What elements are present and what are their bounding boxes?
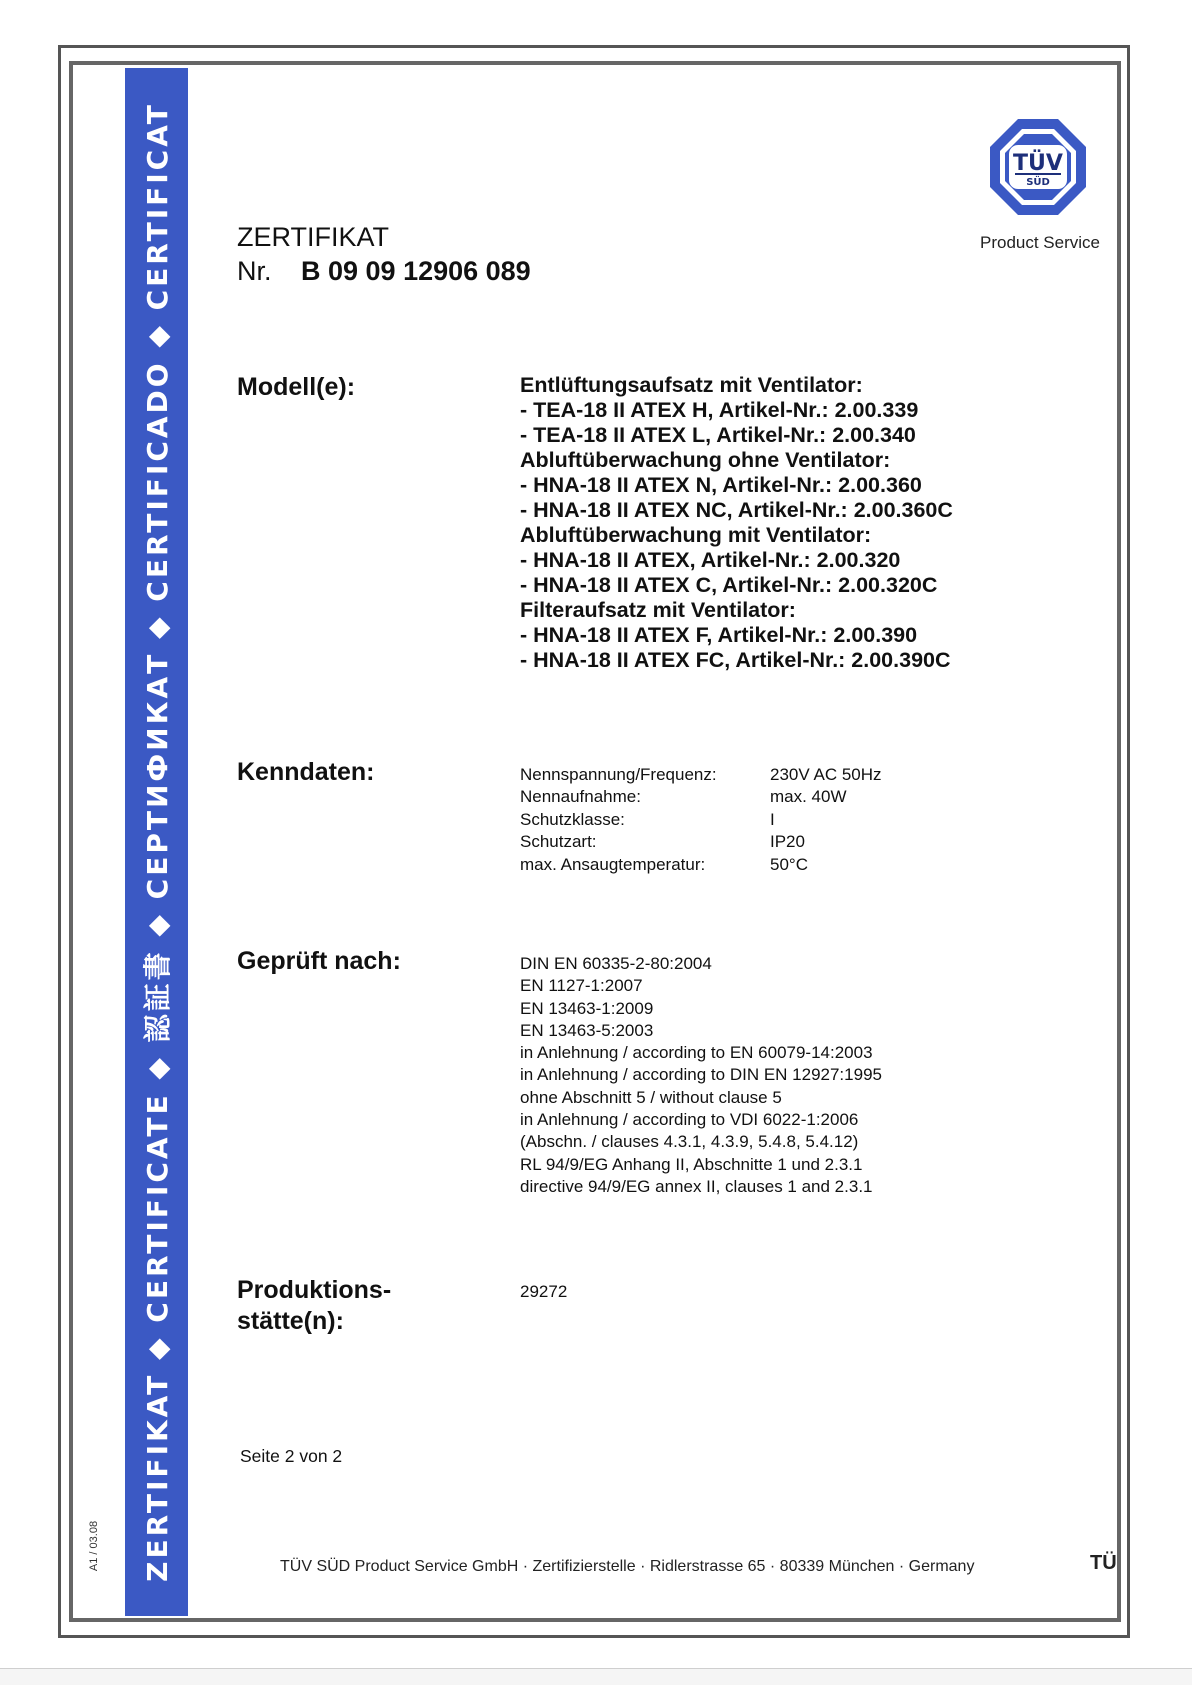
footer-address: TÜV SÜD Product Service GmbH · Zertifizierstelle · Ridlerstrasse 65 · 80339 München · Germany <box>280 1558 975 1575</box>
production-site-value: 29272 <box>520 1282 568 1301</box>
model-line: Entlüftungsaufsatz mit Ventilator: <box>520 373 863 397</box>
page-info: Seite 2 von 2 <box>240 1446 343 1466</box>
model-line: - HNA-18 II ATEX F, Artikel-Nr.: 2.00.390 <box>520 623 918 647</box>
standard-line: (Abschn. / clauses 4.3.1, 4.3.9, 5.4.8, 5.4.12) <box>520 1132 859 1152</box>
page-bottom-strip <box>0 1668 1192 1685</box>
standard-line: in Anlehnung / according to EN 60079-14:2003 <box>520 1043 873 1063</box>
model-line: Abluftüberwachung mit Ventilator: <box>520 523 872 547</box>
spec-name: Nennspannung/Frequenz: <box>520 765 717 784</box>
model-line: Abluftüberwachung ohne Ventilator: <box>520 448 891 472</box>
page-bottom-divider <box>0 1668 1192 1669</box>
production-label <box>237 1275 391 1337</box>
number-value: B 09 09 12906 089 <box>301 256 531 286</box>
spec-value: 50°C <box>770 854 808 874</box>
standards-list <box>520 953 882 1198</box>
spec-row <box>520 786 882 808</box>
models-label: Modell(e): <box>237 373 356 401</box>
model-line: - HNA-18 II ATEX NC, Artikel-Nr.: 2.00.360C <box>520 498 953 522</box>
models-list <box>520 373 953 673</box>
model-line: - HNA-18 II ATEX N, Artikel-Nr.: 2.00.360 <box>520 473 922 497</box>
logo-text: TÜV <box>1013 151 1063 176</box>
spec-row <box>520 764 882 786</box>
standard-line: RL 94/9/EG Anhang II, Abschnitte 1 und 2.3.1 <box>520 1154 863 1174</box>
standard-line: in Anlehnung / according to DIN EN 12927:1995 <box>520 1065 882 1085</box>
certificate-number <box>237 256 531 287</box>
footer-fragment: TÜ <box>1090 1552 1117 1574</box>
tested-label: Geprüft nach: <box>237 947 401 975</box>
model-line: - HNA-18 II ATEX C, Artikel-Nr.: 2.00.320C <box>520 573 938 597</box>
spec-name: Nennaufnahme: <box>520 787 641 807</box>
specs-label: Kenndaten: <box>237 758 375 786</box>
model-line: - TEA-18 II ATEX L, Artikel-Nr.: 2.00.340 <box>520 423 916 447</box>
specs-table <box>520 764 882 876</box>
model-line: Filteraufsatz mit Ventilator: <box>520 598 796 622</box>
spec-name: max. Ansaugtemperatur: <box>520 854 706 874</box>
standard-line: EN 13463-1:2009 <box>520 998 654 1018</box>
standard-line: DIN EN 60335-2-80:2004 <box>520 954 712 973</box>
document-title: ZERTIFIKAT <box>237 222 390 252</box>
production-label-line: Produktions- <box>237 1276 392 1304</box>
production-label-line: stätte(n): <box>237 1307 344 1335</box>
spec-value: IP20 <box>770 832 805 852</box>
model-line: - HNA-18 II ATEX FC, Artikel-Nr.: 2.00.390C <box>520 648 951 672</box>
model-line: - TEA-18 II ATEX H, Artikel-Nr.: 2.00.339 <box>520 398 919 422</box>
spec-value: max. 40W <box>770 787 847 807</box>
logo-subtext: SÜD <box>1026 177 1050 188</box>
standard-line: EN 13463-5:2003 <box>520 1020 654 1040</box>
standard-line: ohne Abschnitt 5 / without clause 5 <box>520 1087 782 1107</box>
standard-line: EN 1127-1:2007 <box>520 976 643 996</box>
side-band-text: ZERTIFIKAT ◆ CERTIFICATE ◆ 認証書 ◆ СЕРТИФИКАТ ◆ CERTIFICADO ◆ CERTIFICAT <box>141 102 174 1582</box>
standard-line: directive 94/9/EG annex II, clauses 1 and 2.3.1 <box>520 1176 873 1196</box>
standard-line: in Anlehnung / according to VDI 6022-1:2006 <box>520 1110 859 1130</box>
model-line: - HNA-18 II ATEX, Artikel-Nr.: 2.00.320 <box>520 548 901 572</box>
number-label: Nr. <box>237 256 272 286</box>
spec-value: I <box>770 809 775 829</box>
spec-name: Schutzklasse: <box>520 809 625 829</box>
spec-row <box>520 831 882 853</box>
spec-row <box>520 809 882 831</box>
form-code: A1 / 03.08 <box>88 1520 100 1572</box>
logo-caption: Product Service <box>980 233 1100 252</box>
spec-row <box>520 854 882 876</box>
tuv-sud-logo <box>988 117 1088 217</box>
spec-name: Schutzart: <box>520 832 597 852</box>
spec-value: 230V AC 50Hz <box>770 765 882 784</box>
